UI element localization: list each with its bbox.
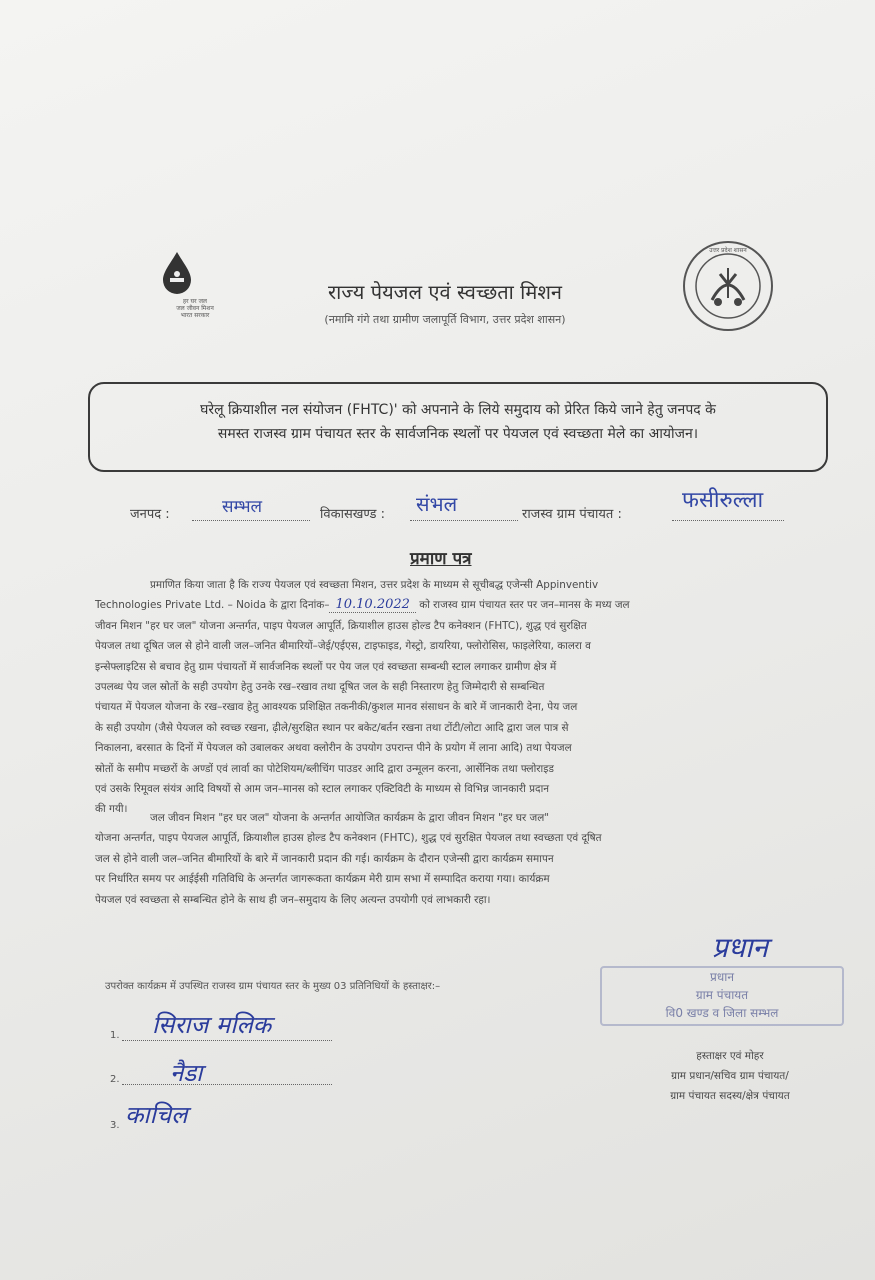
stamp-line-3: वि0 खण्ड व जिला सम्भल <box>665 1006 779 1020</box>
para1-line-6: उपलब्ध पेय जल स्रोतों के सही उपयोग हेतु उनके रख–रखाव तथा दूषित जल के सही निस्तारण हेतु जिम्मेदारी से सम्बन्धित <box>95 681 545 694</box>
para2-line-4: पर निर्धारित समय पर आईईसी गतिविधि के अन्तर्गत जागरूकता कार्यक्रम मेरी ग्राम सभा में सम्पादित कराया गया। कार्यक्रम <box>95 873 550 886</box>
signature-caption <box>600 1046 860 1106</box>
pradhan-signature: प्रधान <box>712 931 768 964</box>
signature-caption-1: हस्ताक्षर एवं मोहर <box>696 1050 764 1062</box>
block-line <box>410 520 518 521</box>
page-title: राज्य पेयजल एवं स्वच्छता मिशन <box>327 280 563 304</box>
panchayat-label: राजस्व ग्राम पंचायत : <box>522 507 622 522</box>
page-subtitle: (नमामि गंगे तथा ग्रामीण जलापूर्ति विभाग, उत्तर प्रदेश शासन) <box>324 313 566 326</box>
certificate-paragraph-1 <box>95 575 840 820</box>
para1-line-7: पंचायत में पेयजल योजना के रख–रखाव हेतु आवश्यक प्रशिक्षित तकनीकी/कुशल मानव संसाधन के बारे में जानकारी देना, पेय जल <box>95 701 578 714</box>
banner-line-2: समस्त राजस्व ग्राम पंचायत स्तर के सार्वजनिक स्थलों पर पेयजल एवं स्वच्छता मेले का आयोजन। <box>217 426 699 442</box>
district-label: जनपद : <box>130 507 170 522</box>
seal-text: उत्तर प्रदेश शासन <box>709 247 747 254</box>
para1-line-8: के सही उपयोग (जैसे पेयजल को स्वच्छ रखना, ढ़ीले/सुरक्षित स्थान पर बकेट/बर्तन रखना तथा टोंटी/लोटा आदि द्वारा जल पात्र से <box>95 721 569 734</box>
logo-caption-3: भारत सरकार <box>180 312 210 319</box>
logo-caption-1: हर घर जल <box>183 298 207 305</box>
water-drop-icon <box>160 250 194 294</box>
para1-line-3: जीवन मिशन "हर घर जल" योजना अन्तर्गत, पाइप पेयजल आपूर्ति, क्रियाशील हाउस होल्ड टैप कनेक्शन (FHTC), शुद्ध एवं सुरक्षित <box>95 619 587 632</box>
rep-signature-3: काचिल <box>125 1101 188 1129</box>
rep-signature-1: सिराज मलिक <box>152 1011 272 1039</box>
para1-line-9: निकालना, बरसात के दिनों में पेयजल को उबालकर अथवा क्लोरीन के उपयोग उपरान्त पीने के प्रयोग में लाना आदि) तथा पेयजल <box>95 742 572 755</box>
rep-signature-2: नैडा <box>170 1059 203 1087</box>
signature-caption-2: ग्राम प्रधान/सचिव ग्राम पंचायत/ <box>671 1070 789 1082</box>
district-line <box>192 520 310 521</box>
para1-line-2a: Technologies Private Ltd. – Noida के द्वारा दिनांक– <box>95 599 330 612</box>
rep-line-2 <box>122 1084 332 1085</box>
panchayat-value: फसीरुल्ला <box>682 488 764 513</box>
para1-line-1: प्रमाणित किया जाता है कि राज्य पेयजल एवं स्वच्छता मिशन, उत्तर प्रदेश के माध्यम से सूचीबद्ध एजेन्सी Appinventiv <box>150 579 599 591</box>
rep-number-2: 2. <box>110 1074 120 1085</box>
district-value: सम्भल <box>222 497 263 517</box>
para1-line-10: स्रोतों के समीप मच्छरों के अण्डों एवं लार्वा का पोटेशियम/ब्लीचिंग पाउडर आदि द्वारा उन्मूलन करना, आर्सेनिक तथा फ्लोराइड <box>95 762 554 775</box>
representatives-heading: उपरोक्त कार्यक्रम में उपस्थित राजस्व ग्राम पंचायत स्तर के मुख्य 03 प्रतिनिधियों के हस्ताक्षर:– <box>105 981 441 992</box>
signature-caption-3: ग्राम पंचायत सदस्य/क्षेत्र पंचायत <box>670 1090 790 1102</box>
para2-line-1: जल जीवन मिशन "हर घर जल" योजना के अन्तर्गत आयोजित कार्यक्रम के द्वारा जीवन मिशन "हर घर जल" <box>150 812 550 824</box>
logo-caption-2: जल जीवन मिशन <box>176 305 214 312</box>
para2-line-5: पेयजल एवं स्वच्छता से सम्बन्धित होने के साथ ही जन–समुदाय के लिए अत्यन्त उपयोगी एवं लाभकारी रहा। <box>95 893 491 906</box>
para1-line-4: पेयजल तथा दूषित जल से होने वाली जल–जनित बीमारियों–जेई/एईएस, टाइफाइड, गेस्ट्रो, डायरिया, फ्लोरोसिस, फाइलेरिया, कालरा व <box>95 640 591 653</box>
rep-number-3: 3. <box>110 1120 120 1131</box>
para1-line-5: इन्सेफ्लाइटिस से बचाव हेतु ग्राम पंचायतों में सार्वजनिक स्थलों पर पेय जल एवं स्वच्छता सम्बन्धी स्टाल लगाकर ग्रामीण क्षेत्र में <box>95 660 557 673</box>
para1-line-12: की गयी। <box>95 803 128 816</box>
up-government-seal <box>682 240 774 332</box>
para2-line-3: जल से होने वाली जल–जनित बीमारियों के बारे में जानकारी प्रदान की गई। कार्यक्रम के दौरान एजेन्सी द्वारा कार्यक्रम समापन <box>95 852 554 865</box>
para1-line-11: एवं उसके रिमूवल संयंत्र आदि विषयों से आम जन–मानस को स्टाल लगाकर एक्टिविटी के माध्यम से विभिन्न जानकारी प्रदान <box>95 783 550 796</box>
banner-line-1: घरेलू क्रियाशील नल संयोजन (FHTC)' को अपनाने के लिये समुदाय को प्रेरित किये जाने हेतु जनपद के <box>200 402 716 418</box>
stamp-line-1: प्रधान <box>710 970 734 984</box>
rep-number-1: 1. <box>110 1030 120 1041</box>
event-date: 10.10.2022 <box>329 597 415 613</box>
panchayat-line <box>672 520 784 521</box>
event-banner <box>88 382 828 472</box>
stamp-line-2: ग्राम पंचायत <box>695 988 749 1002</box>
block-value: संभल <box>416 492 458 516</box>
certificate-paragraph-2 <box>95 808 840 910</box>
jal-jeevan-logo <box>160 250 230 340</box>
official-stamp <box>600 966 844 1026</box>
para2-line-2: योजना अन्तर्गत, पाइप पेयजल आपूर्ति, क्रियाशील हाउस होल्ड टैप कनेक्शन (FHTC), शुद्ध एवं सुरक्षित पेयजल तथा स्वच्छता एवं दूषित <box>95 832 602 845</box>
para1-line-2b: को राजस्व ग्राम पंचायत स्तर पर जन–मानस के मध्य जल <box>415 599 630 612</box>
block-label: विकासखण्ड : <box>320 507 386 522</box>
certificate-title: प्रमाण पत्र <box>410 549 472 569</box>
